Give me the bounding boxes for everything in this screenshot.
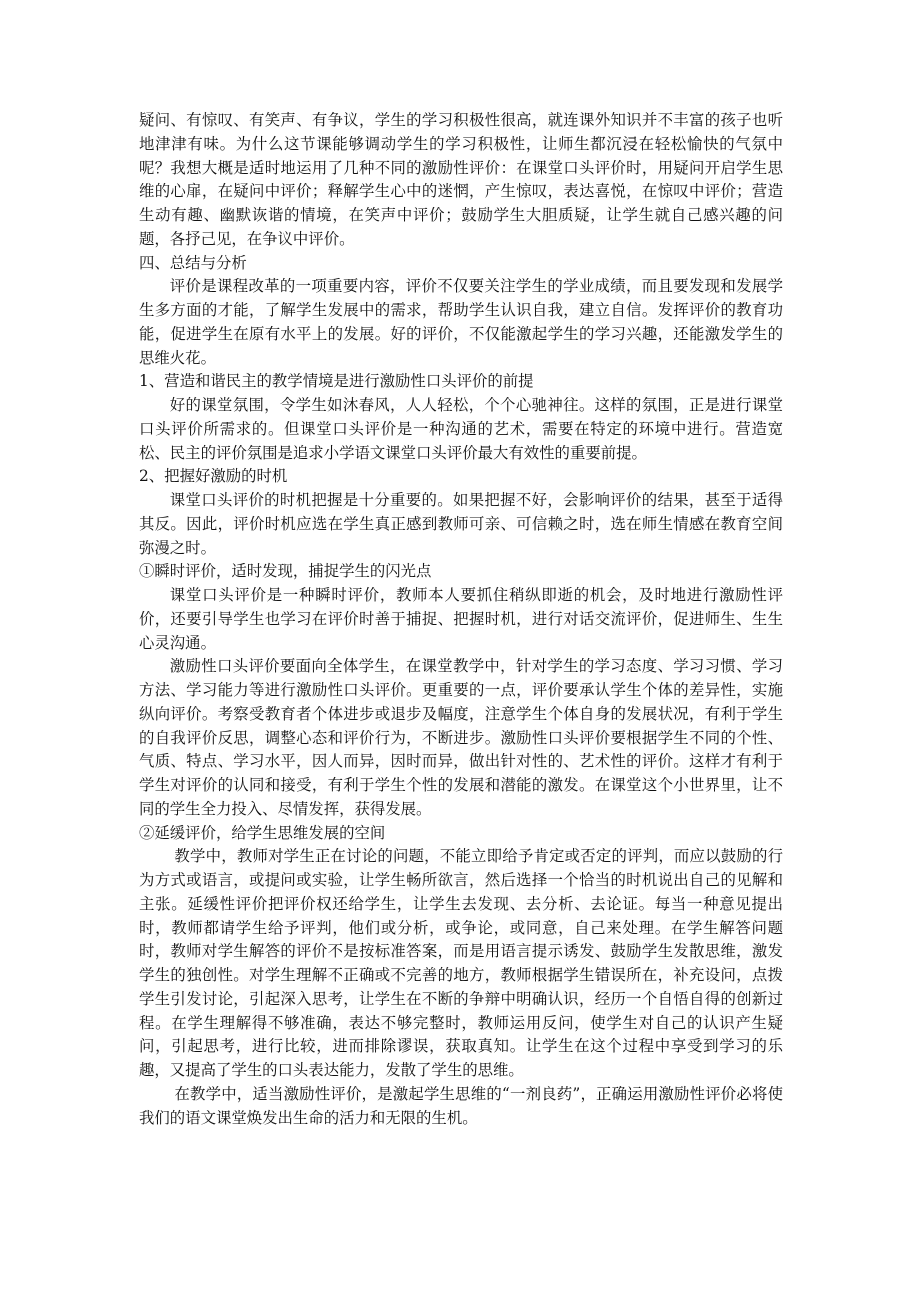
subheading-delayed-evaluation: ②延缓评价，给学生思维发展的空间 xyxy=(139,823,386,842)
paragraph-evaluation-importance: 评价是课程改革的一项重要内容，评价不仅要关注学生的学业成绩，而且要发现和发展学生多方面的才能，了解学生发展中的需求，帮助学生认识自我，建立自信。发挥评价的教育功能，促进学生在原有水平上的发展。好的评价，不仅能激起学生的学习兴趣，还能激发学生的思维火花。 xyxy=(139,277,783,367)
paragraph-classroom-atmosphere: 好的课堂氛围，令学生如沐春风，人人轻松，个个心驰神往。这样的氛围，正是进行课堂口头评价所需求的。但课堂口头评价是一种沟通的艺术，需要在特定的环境中进行。营造宽松、民主的评价氛围是追求小学语文课堂口头评价最大有效性的重要前提。 xyxy=(139,396,783,462)
document-body xyxy=(139,109,783,1130)
paragraph-continuation: 疑问、有惊叹、有笑声、有争议，学生的学习积极性很高，就连课外知识并不丰富的孩子也听地津津有味。为什么这节课能够调动学生的学习积极性，让师生都沉浸在轻松愉快的气氛中呢？我想大概是适时地运用了几种不同的激励性评价：在课堂口头评价时，用疑问开启学生思维的心扉，在疑问中评价；释解学生心中的迷惘，产生惊叹，表达喜悦，在惊叹中评价；营造生动有趣、幽默诙谐的情境，在笑声中评价；鼓励学生大胆质疑，让学生就自己感兴趣的问题，各抒己见，在争议中评价。 xyxy=(139,111,783,248)
paragraph-timing: 课堂口头评价的时机把握是十分重要的。如果把握不好，会影响评价的结果，甚至于适得其反。因此，评价时机应选在学生真正感到教师可亲、可信赖之时，选在师生情感在教育空间弥漫之时。 xyxy=(139,491,783,557)
subheading-1-democratic-context: 1、营造和谐民主的教学情境是进行激励性口头评价的前提 xyxy=(139,372,534,391)
paragraph-delayed-evaluation: 教学中，教师对学生正在讨论的问题，不能立即给予肯定或否定的评判，而应以鼓励的行为方式或语言，或提问或实验，让学生畅所欲言，然后选择一个恰当的时机说出自己的见解和主张。延缓性评价把评价权还给学生，让学生去发现、去分析、去论证。每当一种意见提出时，教师都请学生给予评判，他们或分析，或争论，或同意，自己来处理。在学生解答问题时，教师对学生解答的评价不是按标准答案，而是用语言提示诱发、鼓励学生发散思维，激发学生的独创性。对学生理解不正确或不完善的地方，教师根据学生错误所在，补充设问，点拨学生引发讨论，引起深入思考，让学生在不断的争辩中明确认识，经历一个自悟自得的创新过程。在学生理解得不够准确，表达不够完整时，教师运用反问，使学生对自己的认识产生疑问，引起思考，进行比较，进而排除谬误，获取真知。让学生在这个过程中享受到学习的乐趣，又提高了学生的口头表达能力，发散了学生的思维。 xyxy=(139,847,783,1079)
subheading-instant-evaluation: ①瞬时评价，适时发现，捕捉学生的闪光点 xyxy=(139,562,432,581)
paragraph-whole-class-evaluation: 激励性口头评价要面向全体学生，在课堂教学中，针对学生的学习态度、学习习惯、学习方法、学习能力等进行激励性口头评价。更重要的一点，评价要承认学生个体的差异性，实施纵向评价。考察受教育者个体进步或退步及幅度，注意学生个体自身的发展状况，有利于学生的自我评价反思，调整心态和评价行为，不断进步。激励性口头评价要根据学生不同的个性、气质、特点、学习水平，因人而异，因时而异，做出针对性的、艺术性的评价。这样才有利于学生对评价的认同和接受，有利于学生个性的发展和潜能的激发。在课堂这个小世界里，让不同的学生全力投入、尽情发挥，获得发展。 xyxy=(139,657,783,818)
paragraph-conclusion: 在教学中，适当激励性评价，是激起学生思维的“一剂良药”，正确运用激励性评价必将使我们的语文课堂焕发出生命的活力和无限的生机。 xyxy=(139,1084,783,1127)
subheading-2-timing: 2、把握好激励的时机 xyxy=(139,467,288,486)
paragraph-instant-evaluation: 课堂口头评价是一种瞬时评价，教师本人要抓住稍纵即逝的机会，及时地进行激励性评价，还要引导学生也学习在评价时善于捕捉、把握时机，进行对话交流评价，促进师生、生生心灵沟通。 xyxy=(139,586,783,652)
section-heading-summary: 四、总结与分析 xyxy=(139,253,247,272)
